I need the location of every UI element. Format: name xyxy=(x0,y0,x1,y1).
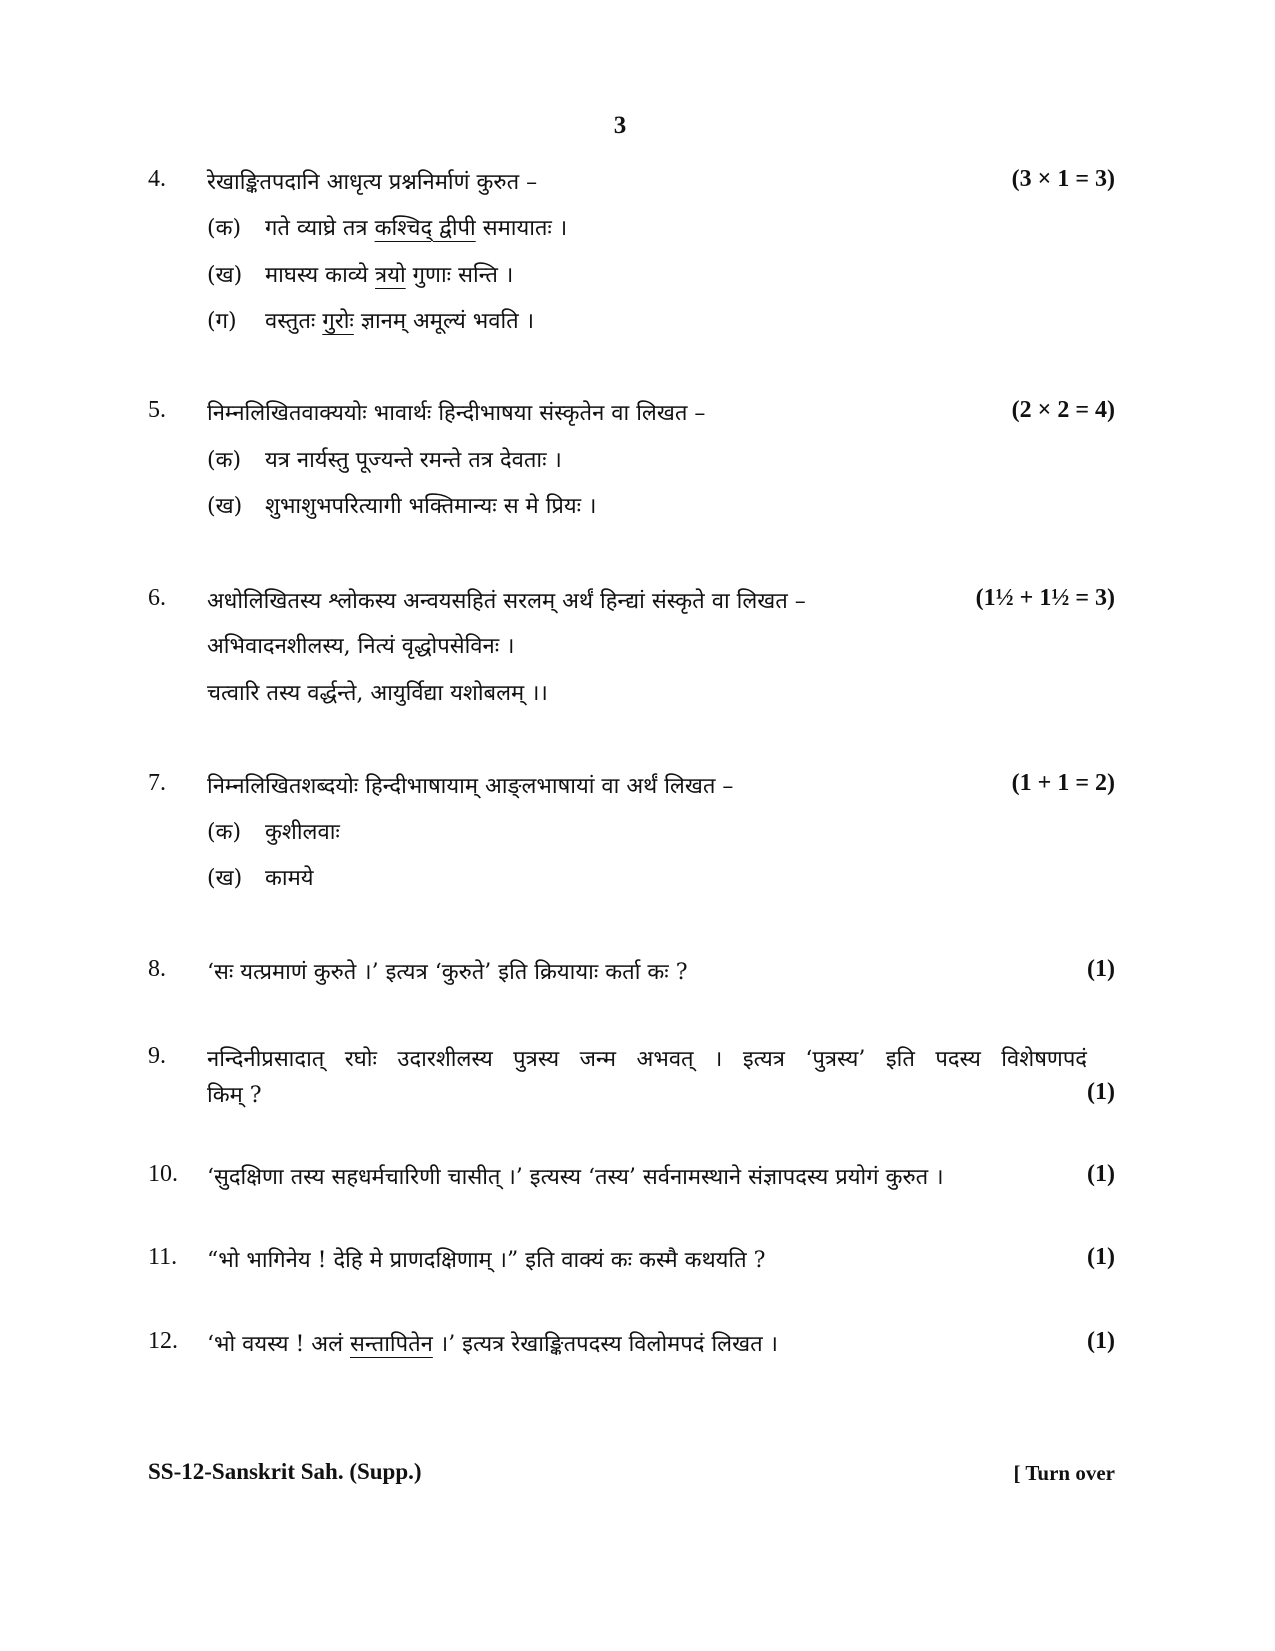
sub-question-b xyxy=(207,259,513,289)
sub-text: कामये xyxy=(265,866,314,891)
marks: (1) xyxy=(1087,956,1115,982)
question-text: निम्नलिखितवाक्ययोः भावार्थः हिन्दीभाषया संस्कृतेन वा लिखत – xyxy=(207,401,706,426)
question-text: नन्दिनीप्रसादात् रघोः उदारशीलस्य पुत्रस्य जन्म अभवत् । इत्यत्र ‘पुत्रस्य’ इति पदस्य विशेषणपदं xyxy=(207,1047,1087,1072)
question-text xyxy=(207,1328,778,1358)
sub-text: वस्तुतः xyxy=(265,309,323,334)
page-number: 3 xyxy=(613,112,627,139)
sub-question-b xyxy=(207,490,596,520)
sub-question-a xyxy=(207,212,567,242)
shloka-line-1: अभिवादनशीलस्य, नित्यं वृद्धोपसेविनः । xyxy=(207,634,515,659)
question-number: 11. xyxy=(148,1244,178,1270)
question-number: 10. xyxy=(148,1161,178,1187)
sub-label: (क) xyxy=(207,216,242,241)
underlined-word: सन्तापितेन xyxy=(350,1332,433,1357)
marks: (1) xyxy=(1087,1161,1115,1187)
question-text: अधोलिखितस्य श्लोकस्य अन्वयसहितं सरलम् अर्थं हिन्द्यां संस्कृते वा लिखत – xyxy=(207,589,806,614)
question-number: 7. xyxy=(148,770,166,796)
question-number: 4. xyxy=(148,166,166,192)
question-number: 12. xyxy=(148,1328,178,1354)
question-text-part: ।’ इत्यत्र रेखाङ्कितपदस्य विलोमपदं लिखत । xyxy=(432,1332,778,1357)
question-number: 8. xyxy=(148,956,166,982)
sub-question-a xyxy=(207,444,562,474)
marks: (2 × 2 = 4) xyxy=(1011,397,1115,423)
underlined-word: त्रयो xyxy=(375,263,406,288)
question-text: ‘सुदक्षिणा तस्य सहधर्मचारिणी चासीत् ।’ इत्यस्य ‘तस्य’ सर्वनामस्थाने संज्ञापदस्य प्रयोगं कुरुत । xyxy=(207,1165,944,1190)
sub-label: (ख) xyxy=(207,263,243,288)
paper-code: SS-12-Sanskrit Sah. (Supp.) xyxy=(148,1459,422,1484)
sub-text: ज्ञानम् अमूल्यं भवति । xyxy=(353,309,535,334)
question-number: 5. xyxy=(148,397,166,423)
sub-question-b xyxy=(207,862,314,892)
marks: (1½ + 1½ = 3) xyxy=(975,585,1115,611)
underlined-word: गुरोः xyxy=(322,309,354,334)
marks: (1) xyxy=(1087,1079,1115,1105)
sub-text: गुणाः सन्ति । xyxy=(405,263,514,288)
question-text: रेखाङ्कितपदानि आधृत्य प्रश्ननिर्माणं कुरुत – xyxy=(207,170,538,195)
marks: (1 + 1 = 2) xyxy=(1011,770,1115,796)
sub-text: समायातः । xyxy=(475,216,568,241)
underlined-word: कश्चिद् द्वीपी xyxy=(374,216,476,241)
sub-text: माघस्य काव्ये xyxy=(265,263,376,288)
sub-text: कुशीलवाः xyxy=(265,820,340,845)
sub-label: (ख) xyxy=(207,866,243,891)
sub-label: (क) xyxy=(207,448,242,473)
sub-question-c xyxy=(207,305,534,335)
marks: (3 × 1 = 3) xyxy=(1011,166,1115,192)
question-text: निम्नलिखितशब्दयोः हिन्दीभाषायाम् आङ्लभाषायां वा अर्थं लिखत – xyxy=(207,774,734,799)
sub-text: शुभाशुभपरित्यागी भक्तिमान्यः स मे प्रियः । xyxy=(265,494,597,519)
sub-text: गते व्याघ्रे तत्र xyxy=(265,216,375,241)
turn-over-label: [ Turn over xyxy=(1013,1461,1115,1485)
sub-label: (ग) xyxy=(207,309,237,334)
sub-label: (ख) xyxy=(207,494,243,519)
question-text: “भो भागिनेय ! देहि मे प्राणदक्षिणाम् ।” इति वाक्यं कः कस्मै कथयति ? xyxy=(207,1248,766,1273)
question-text-continued: किम् ? xyxy=(207,1083,262,1108)
question-number: 9. xyxy=(148,1043,166,1069)
sub-text: यत्र नार्यस्तु पूज्यन्ते रमन्ते तत्र देवताः । xyxy=(265,448,562,473)
question-number: 6. xyxy=(148,585,166,611)
marks: (1) xyxy=(1087,1328,1115,1354)
marks: (1) xyxy=(1087,1244,1115,1270)
sub-question-a xyxy=(207,816,340,846)
sub-label: (क) xyxy=(207,820,242,845)
shloka-line-2: चत्वारि तस्य वर्द्धन्ते, आयुर्विद्या यशोबलम् ।। xyxy=(207,681,548,706)
question-text: ‘सः यत्प्रमाणं कुरुते ।’ इत्यत्र ‘कुरुते’ इति क्रियायाः कर्ता कः ? xyxy=(207,960,688,985)
question-text-part: ‘भो वयस्य ! अलं xyxy=(207,1332,351,1357)
